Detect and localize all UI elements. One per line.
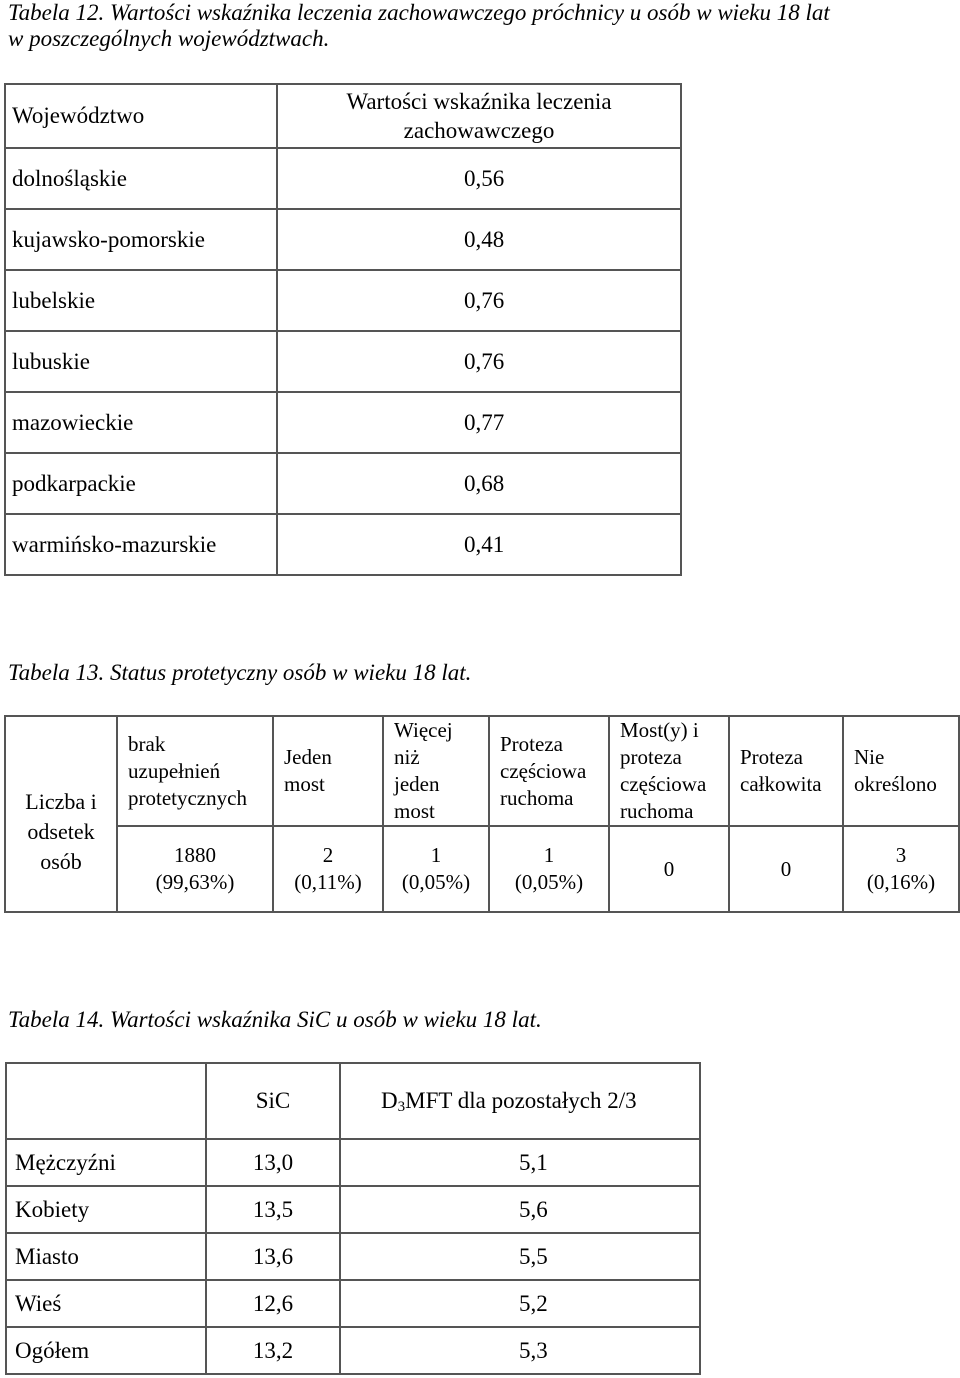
sic-cell: 13,0 — [206, 1139, 340, 1186]
sic-cell: 13,5 — [206, 1186, 340, 1233]
dmft-cell: 5,5 — [340, 1233, 700, 1280]
table14-caption: Tabela 14. Wartości wskaźnika SiC u osób w wieku 18 lat. — [8, 1007, 542, 1032]
sic-cell: 13,2 — [206, 1327, 340, 1374]
table13-value-cell — [843, 826, 959, 912]
region-cell: kujawsko-pomorskie — [5, 209, 277, 270]
table13-value-cell — [609, 826, 729, 912]
row-label-line: Liczba i — [25, 789, 97, 814]
table13-value-row — [5, 826, 959, 912]
region-cell: podkarpackie — [5, 453, 277, 514]
region-cell: mazowieckie — [5, 392, 277, 453]
table12-header-row — [5, 84, 681, 148]
table13-row-label — [5, 716, 117, 912]
header-line: ruchoma — [500, 785, 574, 810]
region-cell: lubelskie — [5, 270, 277, 331]
group-cell: Ogółem — [6, 1327, 206, 1374]
table-row — [5, 331, 681, 392]
count: 1 — [430, 843, 442, 867]
table12-header-value-line1: Wartości wskaźnika leczenia — [346, 89, 612, 114]
header-line: protetycznych — [128, 785, 247, 810]
header-line: określono — [854, 772, 937, 796]
header-line: częściowa — [620, 772, 707, 796]
table13-value-cell — [489, 826, 609, 912]
table14-header-sic: SiC — [206, 1063, 340, 1139]
count: 3 — [895, 843, 907, 867]
count: 2 — [322, 843, 334, 867]
dmft-prefix: D — [381, 1088, 398, 1113]
value-cell: 0,41 — [277, 514, 681, 575]
group-cell: Mężczyźni — [6, 1139, 206, 1186]
count: 1 — [543, 843, 555, 867]
value-cell: 0,77 — [277, 392, 681, 453]
table12-caption-line1: Tabela 12. Wartości wskaźnika leczenia zachowawczego próchnicy u osób w wieku 18 lat — [8, 0, 830, 25]
table13 — [4, 715, 960, 913]
table-row — [6, 1139, 700, 1186]
header-line: most — [394, 799, 435, 823]
dmft-cell: 5,6 — [340, 1186, 700, 1233]
group-cell: Miasto — [6, 1233, 206, 1280]
table-row — [5, 209, 681, 270]
header-line: Proteza — [500, 731, 563, 756]
count: 1880 — [174, 843, 216, 867]
table13-header-row — [5, 716, 959, 826]
table13-value-cell — [117, 826, 273, 912]
region-cell: lubuskie — [5, 331, 277, 392]
header-line: uzupełnień — [128, 758, 221, 783]
header-line: częściowa — [500, 758, 587, 783]
table-row — [5, 392, 681, 453]
row-label-line: osób — [40, 849, 82, 874]
header-line: Nie — [854, 745, 885, 769]
table13-col-header — [273, 716, 383, 826]
table13-col-header — [489, 716, 609, 826]
header-line: niż — [394, 745, 420, 769]
sic-cell: 12,6 — [206, 1280, 340, 1327]
table14-header-dmft — [340, 1063, 700, 1139]
region-cell: warmińsko-mazurskie — [5, 514, 277, 575]
header-line: Więcej — [394, 718, 453, 742]
value-cell: 0,56 — [277, 148, 681, 209]
table13-col-header — [117, 716, 273, 826]
header-line: Most(y) i — [620, 718, 699, 742]
table-row — [6, 1327, 700, 1374]
header-line: proteza — [620, 745, 682, 769]
table12-header-value — [277, 84, 681, 148]
table13-value-cell — [729, 826, 843, 912]
value-cell: 0,48 — [277, 209, 681, 270]
dmft-subscript: 3 — [397, 1099, 406, 1115]
table-row — [6, 1280, 700, 1327]
table-row — [5, 148, 681, 209]
group-cell: Kobiety — [6, 1186, 206, 1233]
table13-caption: Tabela 13. Status protetyczny osób w wieku 18 lat. — [8, 660, 472, 685]
header-line: brak — [128, 731, 166, 756]
table12-header-region: Województwo — [5, 84, 277, 148]
dmft-cell: 5,2 — [340, 1280, 700, 1327]
table14-header-row — [6, 1063, 700, 1139]
header-line: most — [284, 772, 325, 796]
percent: (0,05%) — [514, 870, 584, 894]
table-row — [5, 514, 681, 575]
value-cell: 0,68 — [277, 453, 681, 514]
sic-cell: 13,6 — [206, 1233, 340, 1280]
table13-col-header — [843, 716, 959, 826]
percent: (0,05%) — [401, 870, 471, 894]
value-cell: 0,76 — [277, 331, 681, 392]
table12-caption — [8, 0, 830, 52]
table14-header-empty — [6, 1063, 206, 1139]
percent: (0,11%) — [294, 870, 362, 894]
table-row — [6, 1233, 700, 1280]
percent: (0,16%) — [866, 870, 936, 894]
dmft-suffix: MFT dla pozostałych 2/3 — [405, 1088, 637, 1113]
count: 0 — [663, 856, 675, 881]
header-line: jeden — [394, 772, 440, 796]
dmft-cell: 5,3 — [340, 1327, 700, 1374]
row-label-line: odsetek — [27, 819, 95, 844]
table13-col-header — [609, 716, 729, 826]
table-row — [6, 1186, 700, 1233]
count: 0 — [780, 856, 792, 881]
table13-col-header — [383, 716, 489, 826]
table13-value-cell — [383, 826, 489, 912]
table14 — [5, 1062, 701, 1375]
table13-col-header — [729, 716, 843, 826]
header-line: całkowita — [740, 772, 822, 796]
table12 — [4, 83, 682, 576]
dmft-cell: 5,1 — [340, 1139, 700, 1186]
header-line: Proteza — [740, 745, 803, 769]
table13-value-cell — [273, 826, 383, 912]
percent: (99,63%) — [155, 870, 235, 894]
table-row — [5, 270, 681, 331]
value-cell: 0,76 — [277, 270, 681, 331]
table12-header-value-line2: zachowawczego — [403, 118, 555, 143]
header-line: Jeden — [284, 745, 332, 769]
table12-caption-line2: w poszczególnych województwach. — [8, 26, 330, 51]
table-row — [5, 453, 681, 514]
group-cell: Wieś — [6, 1280, 206, 1327]
region-cell: dolnośląskie — [5, 148, 277, 209]
header-line: ruchoma — [620, 799, 694, 823]
